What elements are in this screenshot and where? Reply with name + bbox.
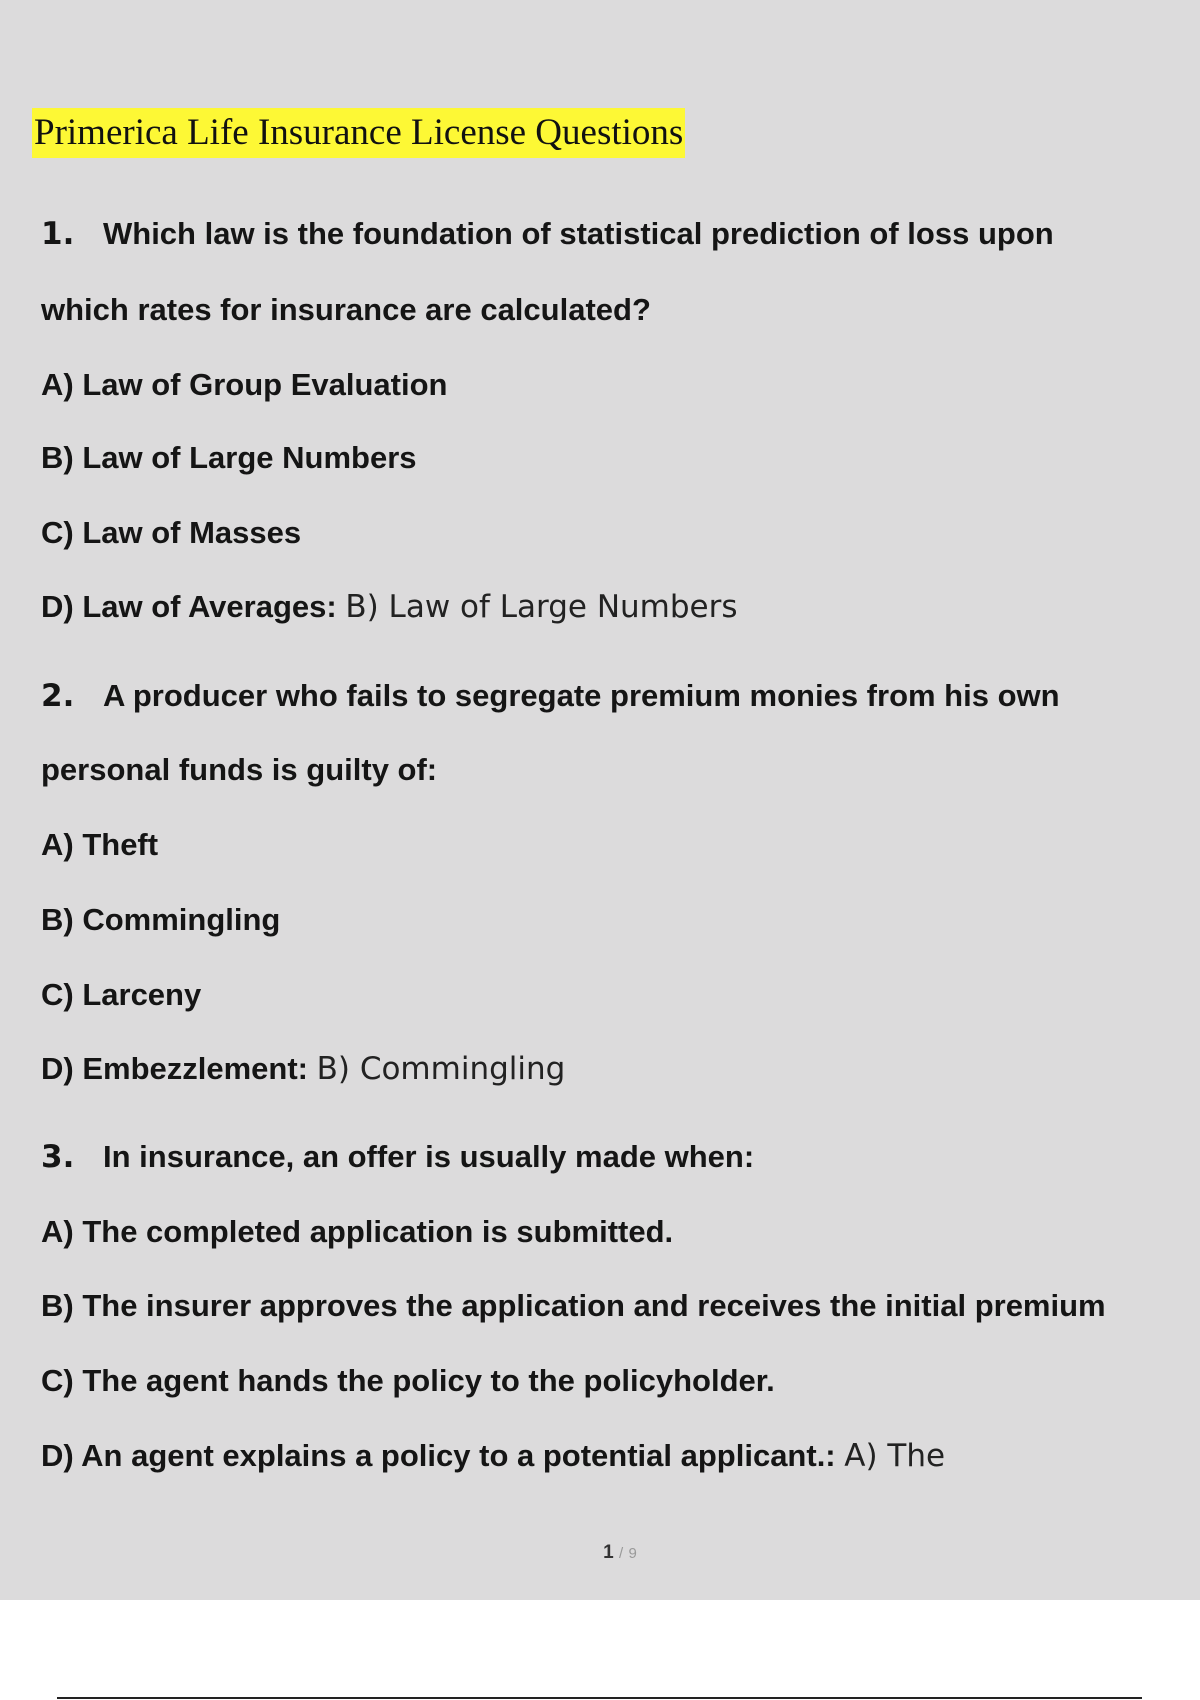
question-2-line-1 [41, 676, 1060, 716]
question-2-text-2: personal funds is guilty of: [41, 752, 438, 787]
question-1-number: 1. [41, 216, 75, 252]
question-1-line-1 [41, 214, 1054, 254]
question-1-answer: B) Law of Large Numbers [345, 589, 738, 625]
question-2-text-1: A producer who fails to segregate premium monies from his own [103, 678, 1060, 713]
document-title: Primerica Life Insurance License Questions [32, 108, 685, 158]
question-2-option-b: B) Commingling [41, 902, 281, 937]
question-3-option-b: B) The insurer approves the application and receives the initial premium [41, 1288, 1106, 1323]
question-2-option-c: C) Larceny [41, 977, 202, 1012]
question-1-option-d-label: D) Law of Averages: [41, 589, 337, 624]
question-2-option-d-label: D) Embezzlement: [41, 1051, 308, 1086]
question-3-line-1 [41, 1137, 754, 1177]
question-2-answer: B) Commingling [316, 1051, 566, 1087]
page-number [0, 1542, 1200, 1564]
question-3-number: 3. [41, 1139, 75, 1175]
question-3-option-d [41, 1436, 945, 1476]
question-3-answer: A) The [844, 1438, 946, 1474]
question-2-option-a: A) Theft [41, 827, 159, 862]
question-1-text-1: Which law is the foundation of statistical prediction of loss upon [103, 216, 1054, 251]
question-3-text-1: In insurance, an offer is usually made when: [103, 1139, 755, 1174]
page-separator: / [619, 1545, 624, 1562]
question-3-option-a: A) The completed application is submitted. [41, 1214, 674, 1249]
question-3-option-c: C) The agent hands the policy to the policyholder. [41, 1363, 775, 1398]
next-page-divider [57, 1697, 1142, 1699]
question-1-option-a: A) Law of Group Evaluation [41, 367, 448, 402]
question-1-option-d [41, 587, 738, 627]
page-current: 1 [603, 1542, 614, 1563]
question-2-number: 2. [41, 678, 75, 714]
question-1-option-c: C) Law of Masses [41, 515, 302, 550]
question-3-option-d-label: D) An agent explains a policy to a potential applicant.: [41, 1438, 836, 1473]
question-2-option-d [41, 1049, 565, 1089]
page-total: 9 [628, 1545, 637, 1562]
question-1-option-b: B) Law of Large Numbers [41, 440, 417, 475]
question-1-text-2: which rates for insurance are calculated? [41, 292, 651, 327]
